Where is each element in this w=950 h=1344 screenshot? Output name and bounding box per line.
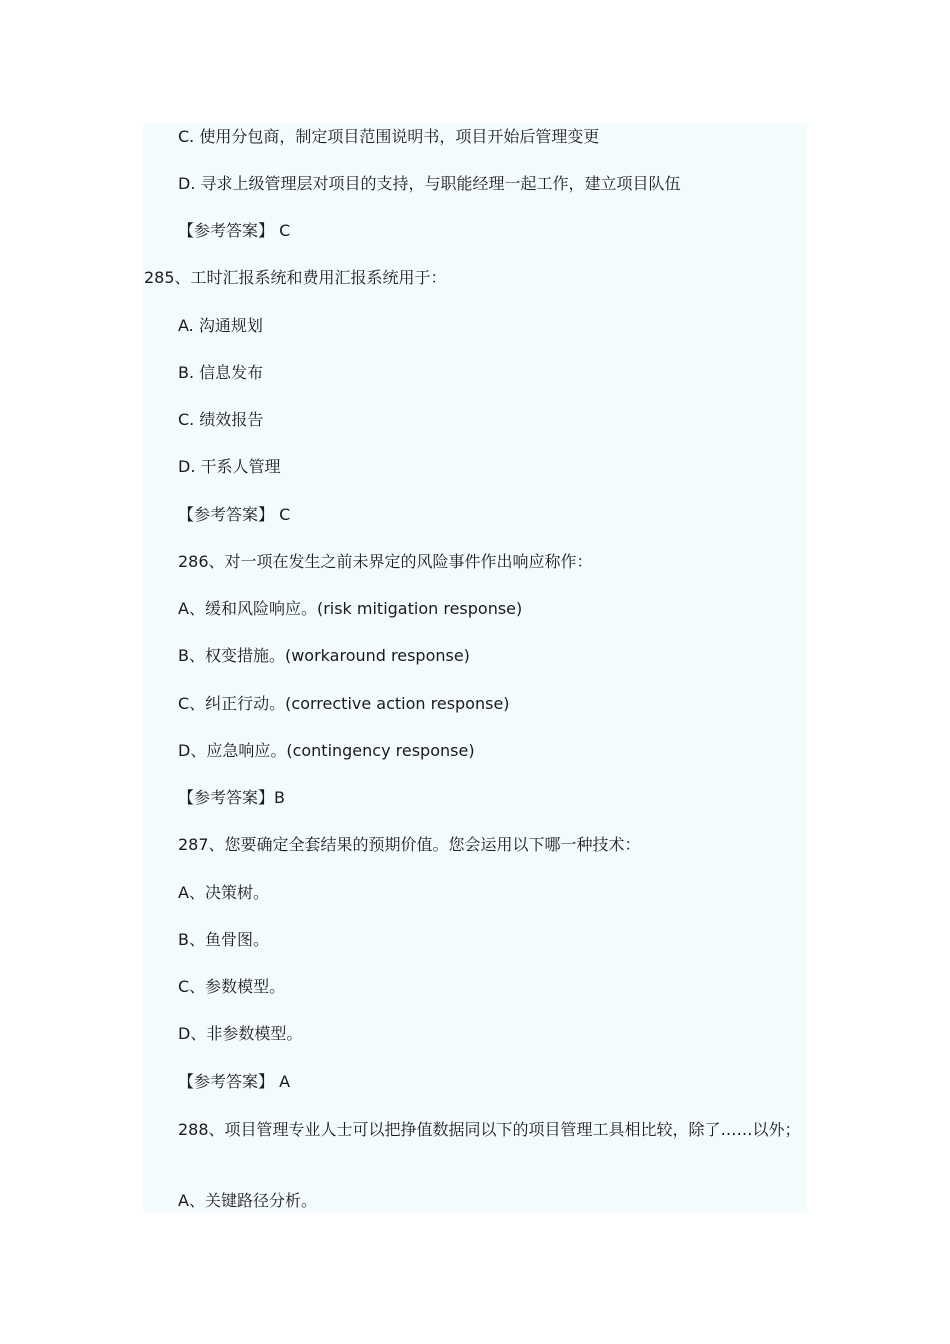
question-286: 286、对一项在发生之前未界定的风险事件作出响应称作：	[178, 552, 593, 571]
option-a-q288: A、关键路径分析。	[178, 1191, 317, 1210]
answer-q287: 【参考答案】 A	[178, 1072, 291, 1091]
option-b-q286: B、权变措施。(workaround response)	[178, 646, 470, 665]
option-a-q287: A、决策树。	[178, 883, 269, 902]
answer-q285: 【参考答案】 C	[178, 505, 291, 524]
option-a-q285: A. 沟通规划	[178, 316, 263, 335]
option-c-q284: C. 使用分包商，制定项目范围说明书，项目开始后管理变更	[178, 127, 600, 146]
option-d-q285: D. 干系人管理	[178, 457, 281, 476]
question-287: 287、您要确定全套结果的预期价值。您会运用以下哪一种技术：	[178, 835, 641, 854]
option-b-q287: B、鱼骨图。	[178, 930, 269, 949]
option-d-q287: D、非参数模型。	[178, 1024, 303, 1043]
answer-q284: 【参考答案】 C	[178, 221, 291, 240]
option-c-q287: C、参数模型。	[178, 977, 286, 996]
question-285: 285、工时汇报系统和费用汇报系统用于：	[144, 268, 447, 287]
option-c-q286: C、纠正行动。(corrective action response)	[178, 694, 510, 713]
option-d-q284: D. 寻求上级管理层对项目的支持，与职能经理一起工作，建立项目队伍	[178, 174, 681, 193]
option-d-q286: D、应急响应。(contingency response)	[178, 741, 475, 760]
option-b-q285: B. 信息发布	[178, 363, 264, 382]
answer-q286: 【参考答案】B	[178, 788, 285, 807]
option-c-q285: C. 绩效报告	[178, 410, 264, 429]
option-a-q286: A、缓和风险响应。(risk mitigation response)	[178, 599, 523, 618]
question-288: 288、项目管理专业人士可以把挣值数据同以下的项目管理工具相比较，除了……以外；	[178, 1120, 801, 1139]
